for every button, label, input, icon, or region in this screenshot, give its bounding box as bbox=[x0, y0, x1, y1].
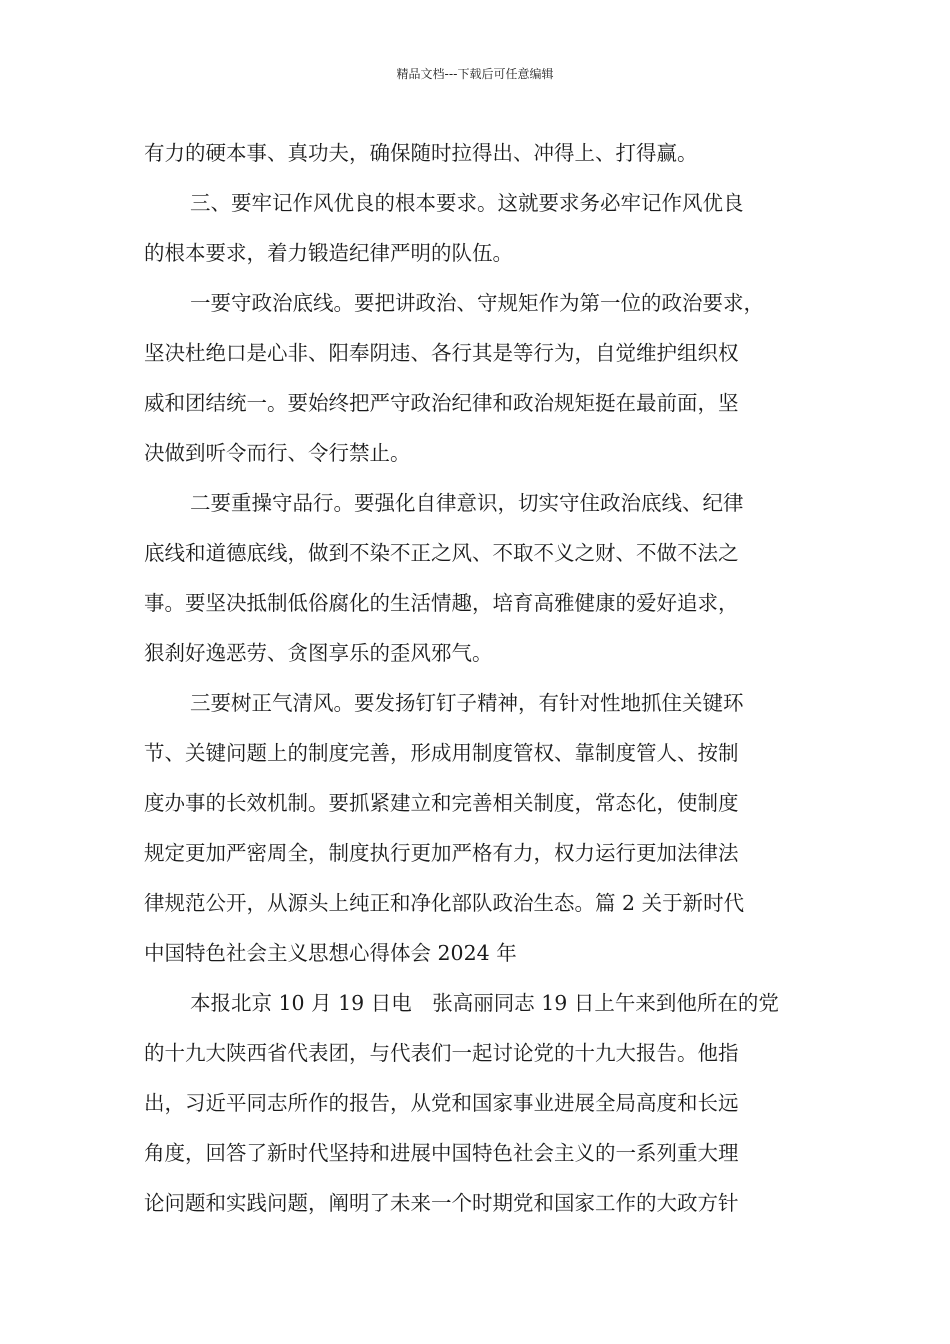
text-line: 的根本要求，着力锻造纪律严明的队伍。 bbox=[144, 241, 513, 265]
text-line: 二要重操守品行。要强化自律意识，切实守住政治底线、纪律 bbox=[190, 491, 744, 515]
text-line: 有力的硬本事、真功夫，确保随时拉得出、冲得上、打得赢。 bbox=[144, 141, 698, 165]
text-line: 坚决杜绝口是心非、阳奉阴违、各行其是等行为，自觉维护组织权 bbox=[144, 341, 739, 365]
text-line: 论问题和实践问题，阐明了未来一个时期党和国家工作的大政方针 bbox=[144, 1191, 739, 1215]
text-line: 本报北京 10 月 19 日电 张高丽同志 19 日上午来到他所在的党 bbox=[190, 991, 779, 1015]
document-body bbox=[144, 128, 824, 1228]
text-line: 威和团结统一。要始终把严守政治纪律和政治规矩挺在最前面，坚 bbox=[144, 391, 739, 415]
text-line: 一要守政治底线。要把讲政治、守规矩作为第一位的政治要求， bbox=[190, 291, 764, 315]
text-line: 狠刹好逸恶劳、贪图享乐的歪风邪气。 bbox=[144, 641, 493, 665]
text-line: 事。要坚决抵制低俗腐化的生活情趣，培育高雅健康的爱好追求， bbox=[144, 591, 739, 615]
text-line: 决做到听令而行、令行禁止。 bbox=[144, 441, 411, 465]
text-line: 三、要牢记作风优良的根本要求。这就要求务必牢记作风优良 bbox=[190, 191, 744, 215]
text-line: 角度，回答了新时代坚持和进展中国特色社会主义的一系列重大理 bbox=[144, 1141, 739, 1165]
text-line: 规定更加严密周全，制度执行更加严格有力，权力运行更加法律法 bbox=[144, 841, 739, 865]
text-line: 节、关键问题上的制度完善，形成用制度管权、靠制度管人、按制 bbox=[144, 741, 739, 765]
text-line: 中国特色社会主义思想心得体会 2024 年 bbox=[144, 941, 517, 965]
page-header: 精品文档---下载后可任意编辑 bbox=[396, 67, 554, 81]
text-line: 度办事的长效机制。要抓紧建立和完善相关制度，常态化，使制度 bbox=[144, 791, 739, 815]
text-line: 律规范公开，从源头上纯正和净化部队政治生态。篇 2 关于新时代 bbox=[144, 891, 745, 915]
text-line: 出，习近平同志所作的报告，从党和国家事业进展全局高度和长远 bbox=[144, 1091, 739, 1115]
text-line: 三要树正气清风。要发扬钉钉子精神，有针对性地抓住关键环 bbox=[190, 691, 744, 715]
text-line: 的十九大陕西省代表团，与代表们一起讨论党的十九大报告。他指 bbox=[144, 1041, 739, 1065]
text-line: 底线和道德底线，做到不染不正之风、不取不义之财、不做不法之 bbox=[144, 541, 739, 565]
